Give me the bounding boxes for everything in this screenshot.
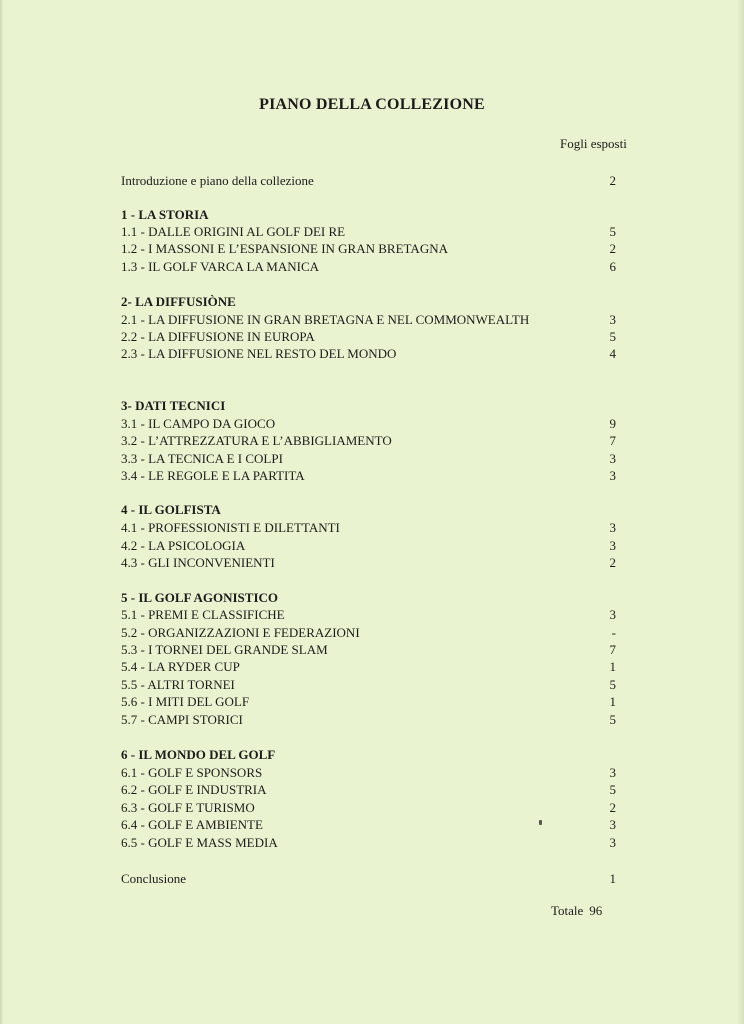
section-title: 1 - LA STORIA bbox=[121, 207, 209, 222]
row-label: 5.5 - ALTRI TORNEI bbox=[121, 677, 235, 692]
toc-row bbox=[121, 641, 616, 659]
page-edge-right bbox=[738, 0, 744, 1024]
row-label: 6.1 - GOLF E SPONSORS bbox=[121, 765, 263, 780]
row-label: 5.2 - ORGANIZZAZIONI E FEDERAZIONI bbox=[121, 625, 360, 640]
row-count: 5 bbox=[609, 782, 616, 797]
row-label: Introduzione e piano della collezione bbox=[121, 173, 314, 188]
total-label: Totale bbox=[551, 903, 584, 918]
row-label: 3.1 - IL CAMPO DA GIOCO bbox=[121, 416, 276, 431]
row-label: 3.3 - LA TECNICA E I COLPI bbox=[121, 451, 283, 466]
row-label: Conclusione bbox=[121, 871, 186, 886]
toc-row bbox=[121, 606, 616, 624]
section-title: 3- DATI TECNICI bbox=[121, 398, 226, 413]
toc-row bbox=[121, 624, 616, 642]
column-header: Fogli esposti bbox=[560, 136, 627, 151]
toc-row bbox=[121, 240, 616, 258]
row-count: 1 bbox=[609, 694, 616, 709]
row-count: 1 bbox=[609, 659, 616, 674]
toc-row bbox=[121, 781, 616, 799]
conclusion-row bbox=[121, 870, 616, 888]
row-label: 6.4 - GOLF E AMBIENTE bbox=[121, 817, 263, 832]
section-title: 6 - IL MONDO DEL GOLF bbox=[121, 747, 276, 762]
intro-row bbox=[121, 172, 616, 190]
row-count: 5 bbox=[609, 677, 616, 692]
toc-row bbox=[121, 223, 616, 241]
row-label: 2.2 - LA DIFFUSIONE IN EUROPA bbox=[121, 329, 315, 344]
toc-row bbox=[121, 311, 616, 329]
total-value: 96 bbox=[589, 903, 603, 918]
toc-row bbox=[121, 519, 616, 537]
row-count: 2 bbox=[609, 555, 616, 570]
section-heading bbox=[121, 206, 616, 224]
row-count: 3 bbox=[609, 312, 616, 327]
toc-row bbox=[121, 834, 616, 852]
row-count: 3 bbox=[609, 835, 616, 850]
toc-row bbox=[121, 554, 616, 572]
toc-row bbox=[121, 676, 616, 694]
toc-row bbox=[121, 450, 616, 468]
toc-row bbox=[121, 467, 616, 485]
row-label: 2.3 - LA DIFFUSIONE NEL RESTO DEL MONDO bbox=[121, 346, 397, 361]
toc-row bbox=[121, 711, 616, 729]
row-count: 4 bbox=[609, 346, 616, 361]
row-count: 3 bbox=[609, 607, 616, 622]
section-title: 5 - IL GOLF AGONISTICO bbox=[121, 590, 278, 605]
toc-row bbox=[121, 693, 616, 711]
row-label: 5.6 - I MITI DEL GOLF bbox=[121, 694, 250, 709]
scan-speck bbox=[539, 820, 542, 825]
section-title: 2- LA DIFFUSIÒNE bbox=[121, 294, 236, 309]
toc-row bbox=[121, 816, 616, 834]
toc-row bbox=[121, 345, 616, 363]
row-label: 5.4 - LA RYDER CUP bbox=[121, 659, 240, 674]
section-heading bbox=[121, 293, 616, 311]
row-count: 7 bbox=[609, 642, 616, 657]
row-label: 1.1 - DALLE ORIGINI AL GOLF DEI RE bbox=[121, 224, 346, 239]
section-heading bbox=[121, 589, 616, 607]
row-label: 5.7 - CAMPI STORICI bbox=[121, 712, 243, 727]
section-title: 4 - IL GOLFISTA bbox=[121, 502, 221, 517]
toc-row bbox=[121, 258, 616, 276]
row-count: 7 bbox=[609, 433, 616, 448]
page-title: PIANO DELLA COLLEZIONE bbox=[259, 96, 485, 113]
row-label: 1.2 - I MASSONI E L’ESPANSIONE IN GRAN BRETAGNA bbox=[121, 241, 448, 256]
row-label: 4.3 - GLI INCONVENIENTI bbox=[121, 555, 275, 570]
row-count: 5 bbox=[609, 329, 616, 344]
toc-row bbox=[121, 799, 616, 817]
row-count: 3 bbox=[609, 468, 616, 483]
page-edge-left bbox=[0, 0, 3, 1024]
row-label: 3.2 - L’ATTREZZATURA E L’ABBIGLIAMENTO bbox=[121, 433, 392, 448]
row-count: 3 bbox=[609, 451, 616, 466]
row-count: 9 bbox=[609, 416, 616, 431]
section-heading bbox=[121, 397, 616, 415]
row-label: 6.2 - GOLF E INDUSTRIA bbox=[121, 782, 267, 797]
row-count: 5 bbox=[609, 224, 616, 239]
row-count: 5 bbox=[609, 712, 616, 727]
row-count: 2 bbox=[609, 800, 616, 815]
row-count: 3 bbox=[609, 817, 616, 832]
toc-row bbox=[121, 328, 616, 346]
row-count: 2 bbox=[609, 173, 616, 188]
toc-row bbox=[121, 658, 616, 676]
row-label: 5.1 - PREMI E CLASSIFICHE bbox=[121, 607, 285, 622]
row-label: 1.3 - IL GOLF VARCA LA MANICA bbox=[121, 259, 320, 274]
row-label: 6.3 - GOLF E TURISMO bbox=[121, 800, 255, 815]
row-count: 3 bbox=[609, 765, 616, 780]
row-label: 6.5 - GOLF E MASS MEDIA bbox=[121, 835, 278, 850]
row-count: 3 bbox=[609, 538, 616, 553]
row-label: 3.4 - LE REGOLE E LA PARTITA bbox=[121, 468, 305, 483]
row-label: 4.1 - PROFESSIONISTI E DILETTANTI bbox=[121, 520, 340, 535]
toc-row bbox=[121, 764, 616, 782]
row-label: 5.3 - I TORNEI DEL GRANDE SLAM bbox=[121, 642, 328, 657]
row-count: 3 bbox=[609, 520, 616, 535]
row-count: - bbox=[611, 625, 616, 640]
row-count: 1 bbox=[609, 871, 616, 886]
row-label: 2.1 - LA DIFFUSIONE IN GRAN BRETAGNA E NEL COMMONWEALTH bbox=[121, 312, 530, 327]
total-line bbox=[551, 903, 608, 919]
section-heading bbox=[121, 501, 616, 519]
row-count: 6 bbox=[609, 259, 616, 274]
section-heading bbox=[121, 746, 616, 764]
row-count: 2 bbox=[609, 241, 616, 256]
toc-row bbox=[121, 432, 616, 450]
toc-row bbox=[121, 415, 616, 433]
toc-row bbox=[121, 537, 616, 555]
row-label: 4.2 - LA PSICOLOGIA bbox=[121, 538, 246, 553]
